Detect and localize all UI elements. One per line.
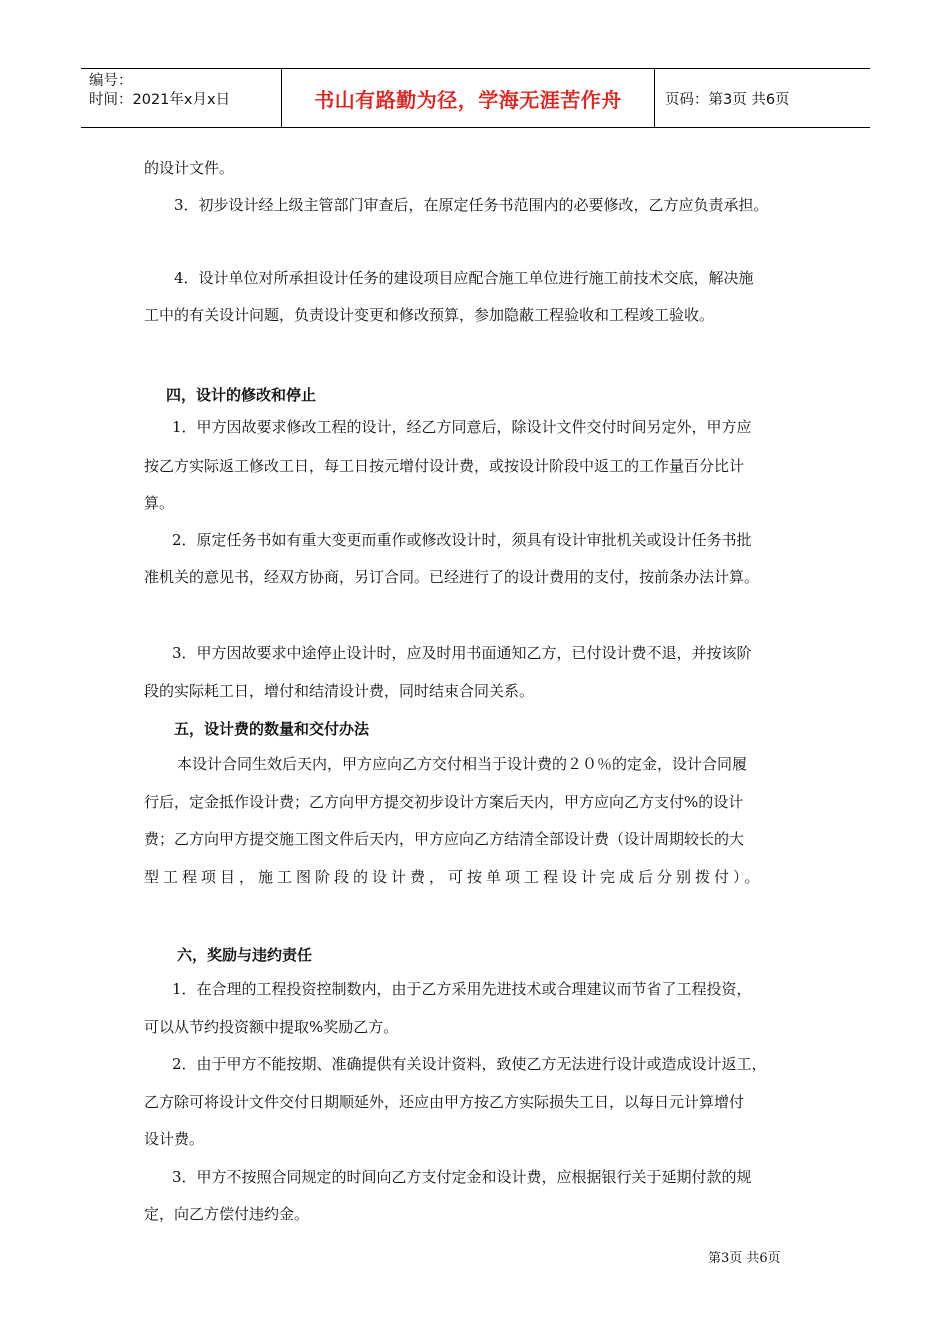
body-line: 的设计文件。: [144, 159, 235, 177]
body-line: 2．原定任务书如有重大变更而重作或修改设计时，须具有设计审批机关或设计任务书批: [172, 531, 752, 549]
document-number-label: 编号：: [89, 73, 133, 89]
body-line: 工中的有关设计问题，负责设计变更和修改预算，参加隐蔽工程验收和工程竣工验收。: [144, 306, 715, 324]
document-date: 时间：2021年x月x日: [89, 92, 231, 108]
header-meta: [81, 69, 282, 127]
body-line: 本设计合同生效后天内，甲方应向乙方交付相当于设计费的２０％的定金，设计合同履: [177, 755, 748, 773]
body-line: 算。: [144, 494, 175, 512]
body-line: 乙方除可将设计文件交付日期顺延外，还应由甲方按乙方实际损失工日，以每日元计算增付: [144, 1093, 745, 1111]
header-page-info: 页码：第3页 共6页: [665, 91, 790, 108]
body-line: 型工程项目，施工图阶段的设计费，可按单项工程设计完成后分别拨付）。: [144, 868, 764, 886]
body-line: 按乙方实际返工修改工日，每工日按元增付设计费，或按设计阶段中返工的工作量百分比计: [144, 457, 745, 475]
page-header: [81, 68, 870, 128]
body-line: 可以从节约投资额中提取%奖励乙方。: [144, 1018, 399, 1036]
page-footer: 第3页 共6页: [708, 1251, 781, 1266]
body-line: 定，向乙方偿付违约金。: [144, 1205, 310, 1223]
body-line: 段的实际耗工日，增付和结清设计费，同时结束合同关系。: [144, 682, 535, 700]
header-motto: 书山有路勤为径，学海无涯苦作舟: [282, 69, 655, 127]
body-line: 3．甲方不按照合同规定的时间向乙方支付定金和设计费，应根据银行关于延期付款的规: [172, 1168, 752, 1186]
section-heading-4: 四，设计的修改和停止: [166, 386, 317, 404]
section-heading-5: 五，设计费的数量和交付办法: [174, 720, 370, 738]
body-line: 3．初步设计经上级主管部门审查后，在原定任务书范围内的必要修改，乙方应负责承担。: [174, 196, 769, 214]
body-line: 3．甲方因故要求中途停止设计时，应及时用书面通知乙方，已付设计费不退，并按该阶: [172, 644, 752, 662]
body-line: 行后，定金抵作设计费；乙方向甲方提交初步设计方案后天内，甲方应向乙方支付%的设计: [144, 793, 744, 811]
body-line: 费；乙方向甲方提交施工图文件后天内，甲方应向乙方结清全部设计费（设计周期较长的大: [144, 830, 745, 848]
body-line: 设计费。: [144, 1130, 205, 1148]
body-line: 1．在合理的工程投资控制数内，由于乙方采用先进技术或合理建议而节省了工程投资，: [172, 980, 752, 998]
section-heading-6: 六，奖励与违约责任: [177, 946, 313, 964]
body-line: 准机关的意见书，经双方协商，另订合同。已经进行了的设计费用的支付，按前条办法计算。: [144, 568, 760, 586]
body-line: 2．由于甲方不能按期、准确提供有关设计资料，致使乙方无法进行设计或造成设计返工，: [172, 1055, 767, 1073]
body-line: 1．甲方因故要求修改工程的设计，经乙方同意后，除设计文件交付时间另定外，甲方应: [172, 418, 752, 436]
body-line: 4．设计单位对所承担设计任务的建设项目应配合施工单位进行施工前技术交底，解决施: [174, 269, 754, 287]
